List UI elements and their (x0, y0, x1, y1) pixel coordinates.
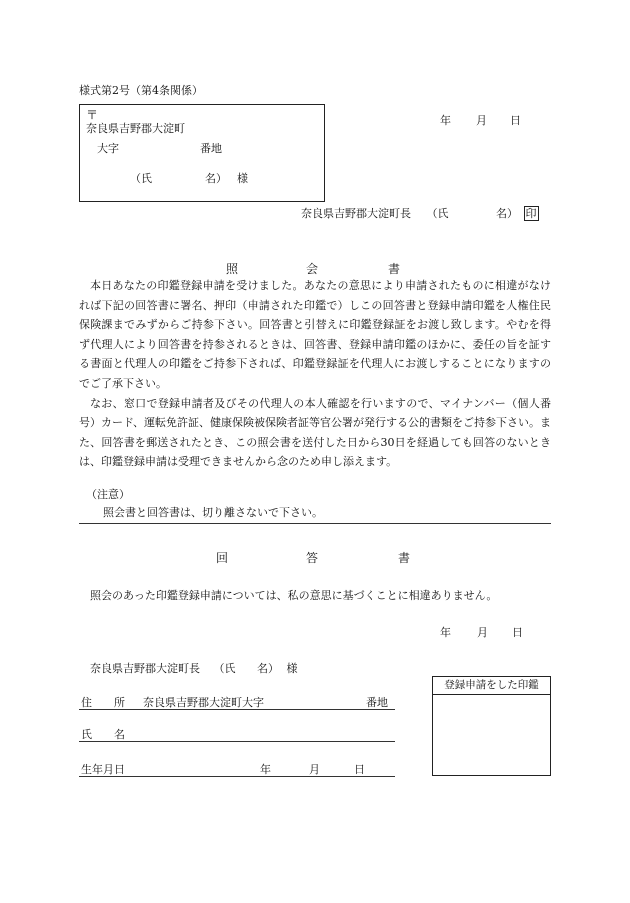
reply-title-1: 回 (216, 551, 229, 565)
reply-date-month: 月 (477, 626, 488, 639)
inquiry-paragraph-1: 本日あなたの印鑑登録申請を受けました。あなたの意思により申請されたものに相違がなければ下記の回答書に署名、押印（申請された印鑑で）しこの回答書と登録申請印鑑を人権住民保険課までみずからご持参下さい。回答書と引替えに印鑑登録証をお渡し致します。やむを得ず代理人により回答書を持参されるときは、回答書、登録申請印鑑のほかに、委任の旨を証する書面と代理人の印鑑をご持参下されば、印鑑登録証を代理人にお渡しすることになりますのでご了承下さい。 (79, 279, 551, 390)
reply-date-year: 年 (440, 626, 451, 639)
address-underline (79, 709, 395, 710)
addressee-title: 奈良県吉野郡大淀町長 (90, 662, 200, 675)
sender-name-close: 名） (496, 207, 518, 220)
recipient-name-close: 名） (205, 172, 227, 185)
address-banchi: 番地 (366, 696, 388, 709)
addressee-line (90, 660, 298, 676)
recipient-sama: 様 (237, 172, 248, 185)
birth-month: 月 (309, 763, 320, 776)
addressee-name-open: （氏 (213, 662, 236, 675)
recipient-banchi: 番地 (200, 142, 222, 155)
address-prefix: 奈良県吉野郡大淀町大字 (143, 696, 264, 709)
addressee-sama: 様 (286, 662, 298, 675)
inquiry-paragraph-2: なお、窓口で登録申請者及びその代理人の本人確認を行いますので、マイナンバー（個人番号）カード、運転免許証、健康保険被保険者証等官公署が発行する公的書類をご持参下さい。また、回答書を郵送されたとき、この照会書を送付した日から30日を経過しても回答のないときは、印鑑登録申請は受理できませんから念のため申し添えます。 (79, 396, 552, 469)
reply-title-2: 答 (306, 551, 319, 565)
birth-label: 生年月日 (81, 763, 125, 776)
top-date-year: 年 (440, 114, 451, 127)
recipient-town: 奈良県吉野郡大淀町 (86, 122, 185, 135)
address-label: 住 所 (81, 696, 125, 709)
inquiry-title-2: 会 (306, 262, 319, 276)
postal-mark: 〒 (86, 108, 99, 122)
form-number: 様式第2号（第4条関係） (79, 84, 203, 97)
registered-seal-label: 登録申請をした印鑑 (433, 677, 550, 695)
reply-statement: 照会のあった印鑑登録申請については、私の意思に基づくことに相違ありません。 (90, 589, 498, 602)
inquiry-title-3: 書 (388, 262, 401, 276)
reply-date-day: 日 (512, 626, 523, 639)
seal-mark: 印 (525, 207, 537, 220)
registered-seal-box (432, 676, 551, 776)
notice-text: 照会書と回答書は、切り離さないで下さい。 (103, 506, 323, 519)
recipient-name-open: （氏 (130, 172, 152, 185)
sender-line (301, 205, 539, 221)
recipient-oaza: 大字 (97, 142, 119, 155)
sender-name-open: （氏 (426, 207, 449, 220)
recipient-address-box (79, 104, 325, 202)
birth-year: 年 (260, 763, 271, 776)
birth-underline (79, 776, 395, 777)
sender-title: 奈良県吉野郡大淀町長 (301, 207, 411, 220)
name-underline (79, 741, 395, 742)
addressee-name-close: 名） (257, 662, 279, 675)
inquiry-title-1: 照 (226, 262, 239, 276)
top-date-month: 月 (476, 114, 487, 127)
top-date-day: 日 (510, 114, 521, 127)
tear-line (79, 523, 551, 524)
name-label: 氏 名 (81, 728, 125, 741)
notice-label: （注意） (86, 488, 130, 501)
inquiry-body (79, 276, 551, 472)
reply-title-3: 書 (398, 551, 411, 565)
birth-day: 日 (354, 763, 365, 776)
